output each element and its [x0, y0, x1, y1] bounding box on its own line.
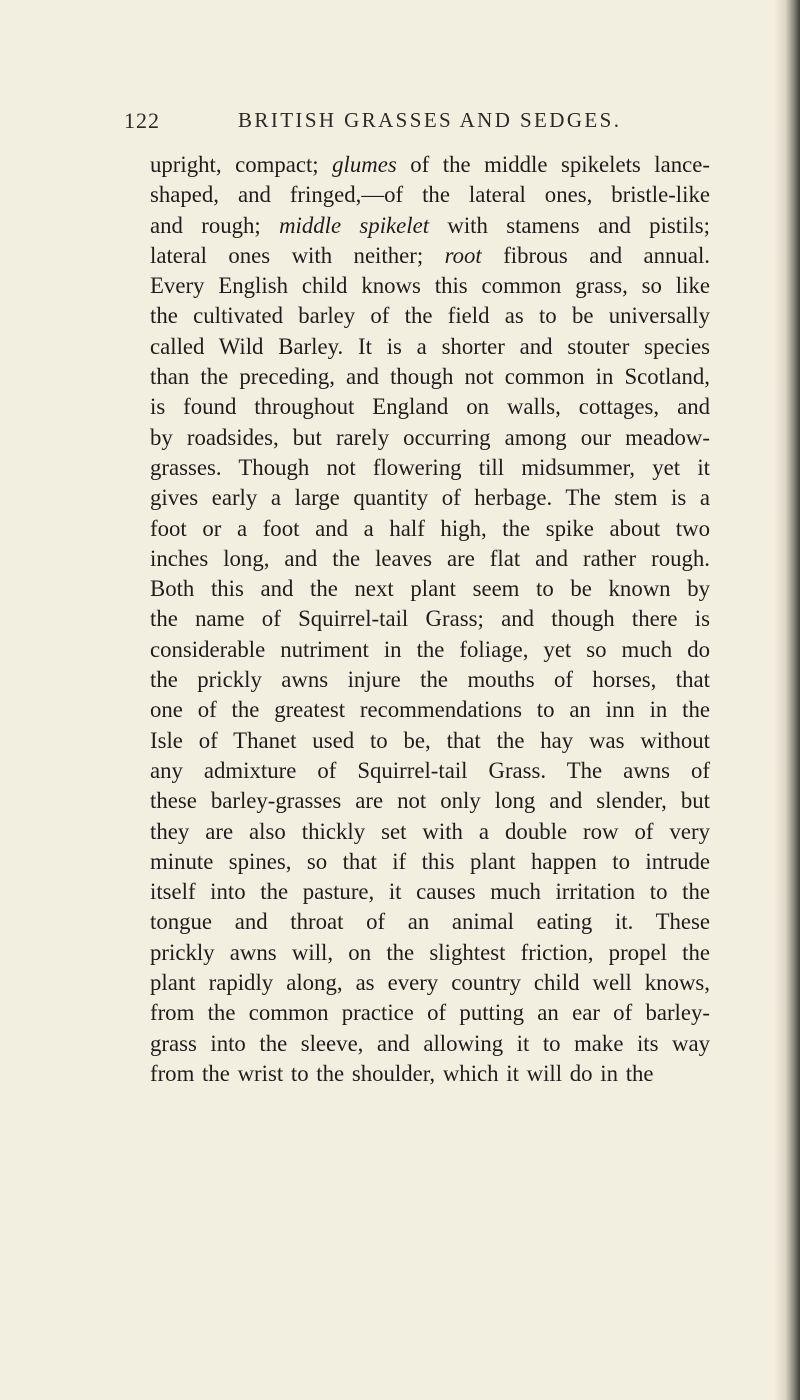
text-segment: tongue and throat of an animal eating it. These	[150, 909, 710, 935]
text-line	[150, 756, 710, 786]
text-line	[150, 211, 710, 241]
text-segment: Every English child knows this common grass, so like	[150, 273, 710, 299]
text-line	[150, 726, 710, 756]
text-segment: of the middle spikelets lance-	[396, 152, 710, 177]
text-segment: the prickly awns injure the mouths of horses, that	[150, 667, 710, 693]
text-segment: these barley-grasses are not only long and slender, but	[150, 788, 710, 814]
text-segment: lateral ones with neither;	[150, 242, 445, 268]
text-segment: Both this and the next plant seem to be known by	[150, 576, 710, 602]
text-line	[150, 1029, 710, 1059]
page-header	[124, 108, 764, 148]
text-line	[150, 271, 710, 301]
running-head: BRITISH GRASSES AND SEDGES.	[238, 108, 622, 132]
text-segment: with stamens and pistils;	[429, 212, 710, 238]
text-line	[150, 817, 710, 847]
text-segment: Isle of Thanet used to be, that the hay was without	[150, 727, 710, 753]
text-line	[150, 362, 710, 392]
text-segment: prickly awns will, on the slightest friction, propel the	[150, 939, 710, 965]
text-segment: from the wrist to the shoulder, which it will do in the	[150, 1060, 654, 1086]
text-segment: by roadsides, but rarely occurring among our meadow-	[150, 424, 710, 450]
text-line	[150, 332, 710, 362]
text-segment: called Wild Barley. It is a shorter and stouter species	[150, 333, 710, 359]
text-segment: than the preceding, and though not common in Scotland,	[150, 364, 710, 390]
text-line	[150, 483, 710, 513]
text-line	[150, 938, 710, 968]
text-line	[150, 180, 710, 210]
text-segment: they are also thickly set with a double row of very	[150, 818, 710, 844]
text-segment: itself into the pasture, it causes much irritation to the	[150, 879, 710, 905]
text-line	[150, 907, 710, 937]
text-segment: inches long, and the leaves are flat and rather rough.	[150, 545, 710, 571]
text-line	[150, 150, 710, 180]
text-line	[150, 998, 710, 1028]
italic-term: middle spikelet	[279, 212, 430, 238]
text-line	[150, 423, 710, 453]
text-line	[150, 877, 710, 907]
text-segment: minute spines, so that if this plant happen to intrude	[150, 848, 710, 874]
text-segment: grasses. Though not flowering till midsummer, yet it	[150, 454, 710, 480]
text-line	[150, 786, 710, 816]
text-line	[150, 695, 710, 725]
text-segment: the name of Squirrel-tail Grass; and though there is	[150, 606, 710, 632]
text-line	[150, 574, 710, 604]
text-line	[150, 392, 710, 422]
text-segment: and rough;	[150, 212, 280, 238]
text-segment: plant rapidly along, as every country child well knows,	[150, 970, 710, 996]
text-segment: from the common practice of putting an ear of barley-	[150, 1000, 710, 1026]
italic-term: glumes	[332, 152, 397, 177]
text-segment: shaped, and fringed,—of the lateral ones, bristle-like	[150, 182, 710, 208]
text-segment: gives early a large quantity of herbage. The stem is a	[150, 485, 710, 511]
italic-term: root	[444, 242, 482, 268]
text-segment: any admixture of Squirrel-tail Grass. The awns of	[150, 757, 710, 783]
text-line	[150, 544, 710, 574]
text-line	[150, 514, 710, 544]
text-segment: the cultivated barley of the field as to be universally	[150, 303, 710, 329]
text-segment: upright, compact;	[150, 152, 333, 177]
text-segment: grass into the sleeve, and allowing it to make its way	[150, 1030, 710, 1056]
text-segment: is found throughout England on walls, cottages, and	[150, 394, 710, 420]
text-line	[150, 1059, 710, 1089]
text-line	[150, 665, 710, 695]
page-edge-shadow	[774, 0, 800, 1400]
text-line	[150, 453, 710, 483]
text-line	[150, 241, 710, 271]
text-line	[150, 968, 710, 998]
body-text	[150, 150, 710, 1089]
text-segment: considerable nutriment in the foliage, yet so much do	[150, 636, 710, 662]
text-line	[150, 301, 710, 331]
page-number: 122	[124, 108, 160, 133]
text-line	[150, 847, 710, 877]
text-segment: fibrous and annual.	[481, 242, 711, 268]
text-segment: foot or a foot and a half high, the spike about two	[150, 515, 710, 541]
text-segment: one of the greatest recommendations to an inn in the	[150, 697, 710, 723]
text-line	[150, 635, 710, 665]
text-line	[150, 604, 710, 634]
